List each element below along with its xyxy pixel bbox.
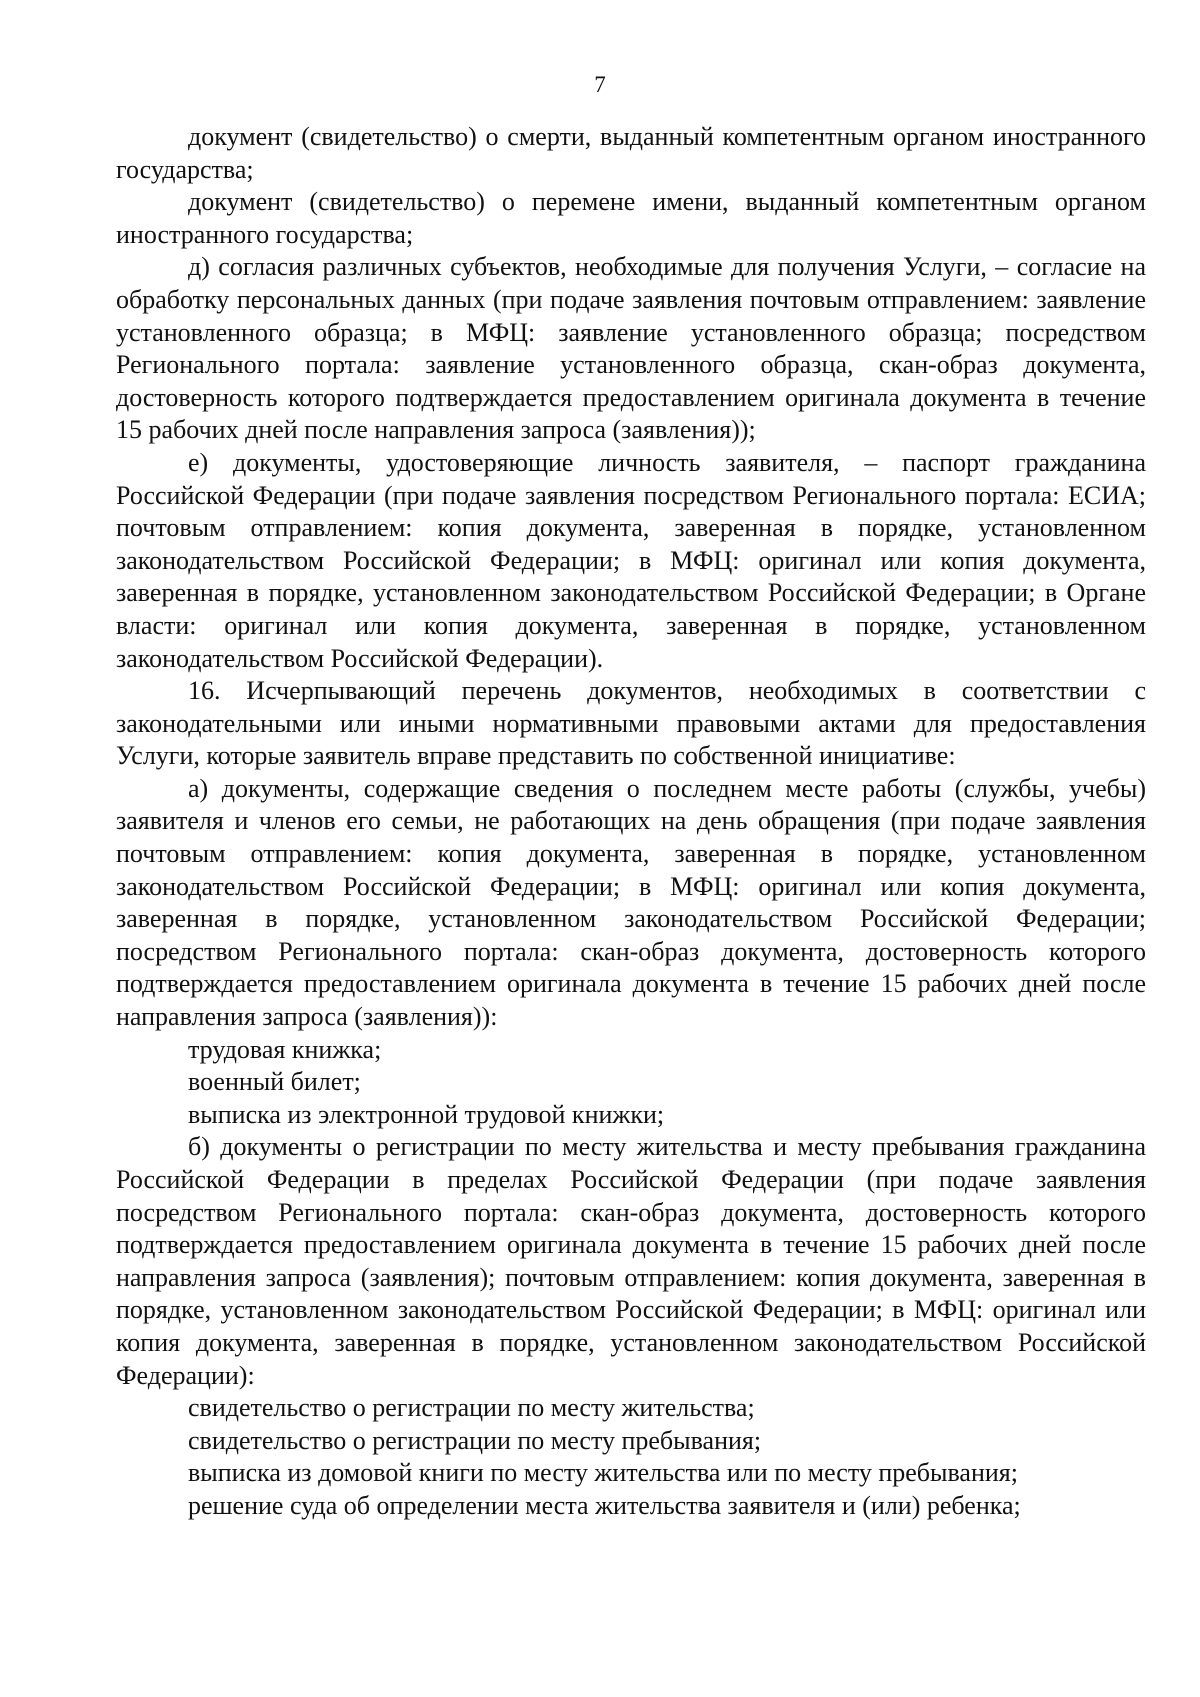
page-number: 7 (594, 72, 606, 97)
paragraph-item-a-work-documents: а) документы, содержащие сведения о последнем месте работы (службы, учебы) заявителя и членов его семьи, не работающих на день обращения (при подаче заявления почтовым отправлением: копия документа, заверенная в порядке, установленном законодательством Российской Федерации; в МФЦ: оригинал или копия документа, заверенная в порядке, установленном законодательством Российской Федерации; посредством Регионального портала: скан-образ документа, достоверность которого подтверждается предоставлением оригинала документа в течение 15 рабочих дней после направления запроса (заявления)): (116, 773, 1146, 1032)
list-item-stay-registration: свидетельство о регистрации по месту пребывания; (188, 1425, 762, 1455)
paragraph-section-16: 16. Исчерпывающий перечень документов, необходимых в соответствии с законодательными или иными нормативными правовыми актами для предоставления Услуги, которые заявитель вправе представить по собственной инициативе: (116, 676, 1146, 771)
list-item-military-id: военный билет; (188, 1067, 361, 1097)
paragraph-name-change-certificate: документ (свидетельство) о перемене имени, выданный компетентным органом иностранного государства; (116, 187, 1146, 249)
list-item-work-book: трудовая книжка; (188, 1034, 382, 1064)
paragraph-item-b-registration-documents: б) документы о регистрации по месту жительства и месту пребывания гражданина Российской Федерации в пределах Российской Федерации (при подаче заявления посредством Регионального портала: скан-образ документа, достоверность которого подтверждается предоставлением оригинала документа в течение 15 рабочих дней после направления запроса (заявления); почтовым отправлением: копия документа, заверенная в порядке, установленном законодательством Российской Федерации; в МФЦ: оригинал или копия документа, заверенная в порядке, установленном законодательством Российской Федерации): (116, 1132, 1146, 1390)
paragraph-item-e-identity-documents: е) документы, удостоверяющие личность заявителя, – паспорт гражданина Российской Федерации (при подаче заявления посредством Регионального портала: ЕСИА; почтовым отправлением: копия документа, заверенная в порядке, установленном законодательством Российской Федерации; в МФЦ: оригинал или копия документа, заверенная в порядке, установленном законодательством Российской Федерации; в Органе власти: оригинал или копия документа, заверенная в порядке, установленном законодательством Российской Федерации). (116, 447, 1146, 673)
list-item-residence-registration: свидетельство о регистрации по месту жительства; (188, 1393, 755, 1423)
document-body (116, 121, 1146, 1523)
list-item-court-decision: решение суда об определении места жительства заявителя и (или) ребенка; (188, 1490, 1021, 1520)
paragraph-death-certificate: документ (свидетельство) о смерти, выданный компетентным органом иностранного государства; (116, 122, 1146, 184)
list-item-house-book-extract: выписка из домовой книги по месту жительства или по месту пребывания; (188, 1458, 1018, 1488)
list-item-electronic-work-book: выписка из электронной трудовой книжки; (188, 1099, 665, 1129)
paragraph-item-d-consents: д) согласия различных субъектов, необходимые для получения Услуги, – согласие на обработку персональных данных (при подаче заявления почтовым отправлением: заявление установленного образца; в МФЦ: заявление установленного образца; посредством Регионального портала: заявление установленного образца, скан-образ документа, достоверность которого подтверждается предоставлением оригинала документа в течение 15 рабочих дней после направления запроса (заявления)); (116, 252, 1146, 445)
